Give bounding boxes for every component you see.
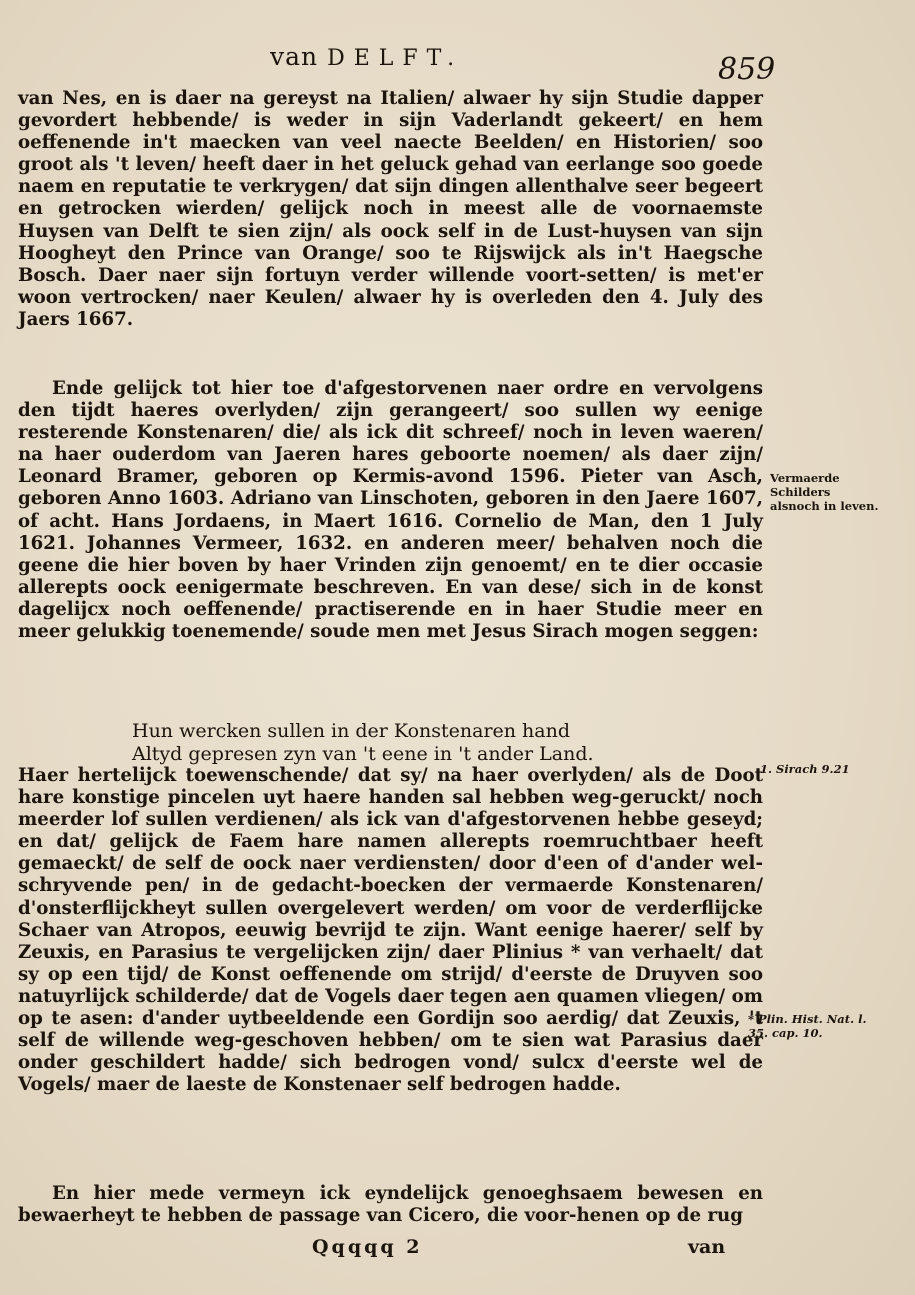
- paragraph-4-text: En hier mede vermeyn ick eyndelijck genoeghsaem bewesen en bewaerheyt te hebben de passage van Cicero, die voor-henen op de rug: [18, 1183, 763, 1227]
- verse-line-1: Hun wercken sullen in der Konstenaren hand: [132, 720, 571, 742]
- signature-mark: Qqqqq 2: [312, 1236, 423, 1258]
- margin-note-pliny: * Plin. Hist. Nat. l. 35. cap. 10.: [748, 1012, 867, 1040]
- paragraph-3-text: Haer hertelijck toewenschende/ dat sy/ na haer overlyden/ als de Doot hare konstige pincelen uyt haere handen sal hebben weg-geruckt/ noch meerder lof sullen verdienen/ als ick van d'afgestorvenen hebbe geseyd; en dat/ gelijck de Faem hare namen allerepts roemruchtbaer heeft gemaeckt/ de self de oock naer verdiensten/ door d'een of d'ander wel-schryvende pen/ in de gedacht-boecken der vermaerde Konstenaren/ d'onsterflijckheyt sullen overgelevert werden/ om voor de verderflijcke Schaer van Atropos, eeuwig bevrijd te zijn. Want eenige haerer/ self by Zeuxis, en Parasius te vergelijcken zijn/ daer Plinius * van verhaelt/ dat sy op een tijd/ de Konst oeffenende om strijd/ d'eerste de Druyven soo natuyrlijck schilderde/ dat de Vogels daer tegen aen quamen vliegen/ om op te asen: d'ander uytbeeldende een Gordijn soo aerdig/ dat Zeuxis, 't self de willende weg-geschoven hebben/ om te sien wat Parasius daer onder geschildert hadde/ sich bedrogen vond/ sulcx d'eerste wel de Vogels/ maer de laeste de Konstenaer self bedrogen hadde.: [18, 765, 763, 1096]
- page-number: 859: [718, 52, 776, 87]
- paragraph-4: [18, 1183, 763, 1227]
- margin-note-painters: Vermaerde Schilders alsnoch in leven.: [770, 471, 879, 513]
- header-title: DELFT.: [327, 46, 464, 71]
- paragraph-3: [18, 765, 763, 1096]
- catchword: van: [688, 1236, 726, 1258]
- running-header: [270, 42, 463, 71]
- paragraph-1-text: van Nes, en is daer na gereyst na Italien/ alwaer hy sijn Studie dapper gevordert hebbende/ is weder in sijn Vaderlandt gekeert/ en hem oeffenende in't maecken van veel naecte Beelden/ en Historien/ soo groot als 't leven/ heeft daer in het geluck gehad van eerlange soo goede naem en reputatie te verkrygen/ dat sijn dingen allenthalve seer begeert en getrocken wierden/ gelijck noch in meest alle de voornaemste Huysen van Delft te sien zijn/ als oock self in de Lust-huysen van sijn Hoogheyt den Prince van Orange/ soo te Rijswijck als in't Haegsche Bosch. Daer naer sijn fortuyn verder willende voort-setten/ is met'er woon vertrocken/ naer Keulen/ alwaer hy is overleden den 4. July des Jaers 1667.: [18, 88, 763, 330]
- paragraph-2: [18, 378, 763, 643]
- verse-line-2: Altyd gepresen zyn van 't eene in 't ander Land.: [132, 743, 594, 765]
- margin-note-sirach: 1. Sirach 9.21: [760, 762, 850, 776]
- header-prefix: van: [270, 42, 319, 71]
- paragraph-1: [18, 88, 763, 331]
- paragraph-2-text: Ende gelijck tot hier toe d'afgestorvenen naer ordre en vervolgens den tijdt haeres overlyden/ zijn gerangeert/ soo sullen wy eenige resterende Konstenaren/ die/ als ick dit schreef/ noch in leven waeren/ na haer ouderdom van Jaeren hares geboorte noemen/ als daer zijn/ Leonard Bramer, geboren op Kermis-avond 1596. Pieter van Asch, geboren Anno 1603. Adriano van Linschoten, geboren in den Jaere 1607, of acht. Hans Jordaens, in Maert 1616. Cornelio de Man, den 1 July 1621. Johannes Vermeer, 1632. en anderen meer/ behalven noch die geene die hier boven by haer Vrinden zijn genoemt/ en te dier occasie allerepts oock eenigermate beschreven. En van dese/ sich in de konst dagelijcx noch oeffenende/ practiserende en in haer Studie meer en meer gelukkig toenemende/ soude men met Jesus Sirach mogen seggen:: [18, 378, 763, 643]
